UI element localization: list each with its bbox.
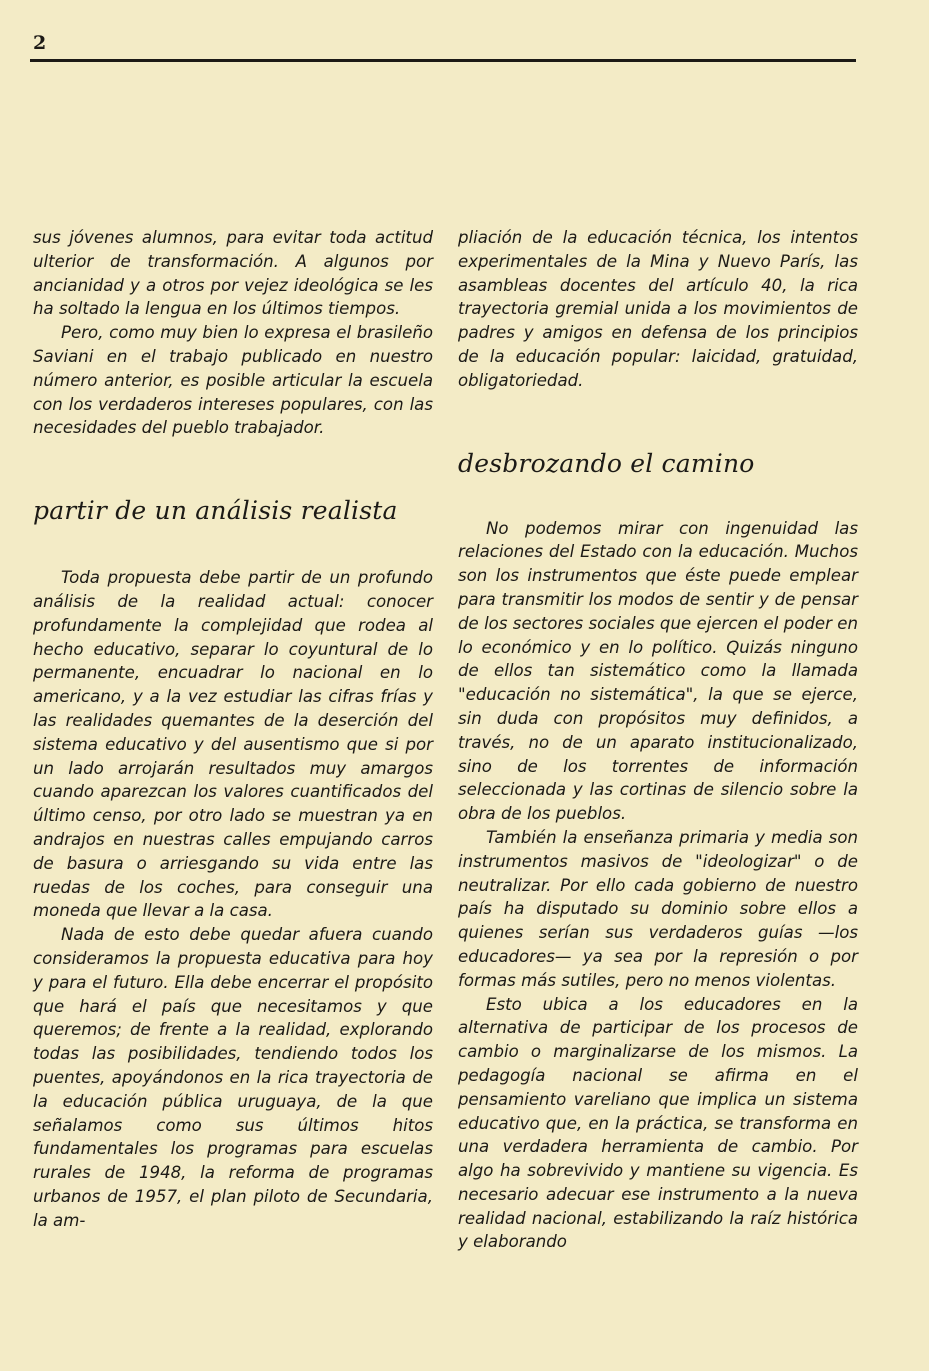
intro-paragraph: sus jóvenes alumnos, para evitar toda actitud ulterior de transformación. A algunos por ancianidad y a otros por vejez ideológica se les ha soltado la lengua en los últimos tiempos.: [33, 228, 433, 319]
paragraph-nada: Nada de esto debe quedar afuera cuando consideramos la propuesta educativa para hoy y para el futuro. Ella debe encerrar el propósito que hará el país que necesitamos y que queremos; de frente a la realidad, explorando todas las posibilidades, tendiendo todos los puentes, apoyándonos en la rica trayectoria de la educación pública uruguaya, de la que señalamos como sus últimos hitos fundamentales los programas para escuelas rurales de 1948, la reforma de programas urbanos de 1957, el plan piloto de Secundaria, la am-: [33, 925, 433, 1230]
right-column: [458, 226, 858, 1254]
paragraph-primaria: También la enseñanza primaria y media son instrumentos masivos de "ideologizar" o de neutralizar. Por ello cada gobierno de nuestro país ha disputado su dominio sobre ellos a quienes serían sus verdaderos guías —los educadores— ya sea por la represión o por formas más sutiles, pero no menos violentas.: [458, 827, 858, 990]
section-heading-camino: desbrozando el camino: [458, 448, 755, 478]
paragraph-propuesta: Toda propuesta debe partir de un profundo análisis de la realidad actual: conocer profundamente la complejidad que rodea al hecho educativo, separar lo coyuntural de lo permanente, encuadrar lo nacional en lo americano, y a la vez estudiar las cifras frías y las realidades quemantes de la deserción del sistema educativo y del ausentismo que si por un lado arrojarán resultados muy amargos cuando aparezcan los valores cuantificados del último censo, por otro lado se muestran ya en andrajos en nuestras calles empujando carros de basura o arriesgando su vida entre las ruedas de los coches, para conseguir una moneda que llevar a la casa.: [33, 568, 433, 921]
paragraph-ingenuidad: No podemos mirar con ingenuidad las relaciones del Estado con la educación. Muchos son los instrumentos que éste puede emplear para transmitir los modos de sentir y de pensar de los sectores sociales que ejercen el poder en lo económico y en lo político. Quizás ninguno de ellos tan sistemático como la llamada "educación no sistemática", la que se ejerce, sin duda con propósitos muy definidos, a través, no de un aparato institucionalizado, sino de los torrentes de información seleccionada y las cortinas de silencio sobre la obra de los pueblos.: [458, 518, 858, 824]
section-heading-analisis: partir de un análisis realista: [33, 496, 398, 526]
header-rule: [30, 59, 856, 62]
left-column: [33, 226, 433, 1232]
continuation-paragraph: pliación de la educación técnica, los intentos experimentales de la Mina y Nuevo París, las asambleas docentes del artículo 40, la rica trayectoria gremial unida a los movimientos de padres y amigos en defensa de los principios de la educación popular: laicidad, gratuidad, obligatoriedad.: [458, 228, 858, 390]
page-number: 2: [33, 32, 47, 54]
paragraph-ubica: Esto ubica a los educadores en la alternativa de participar de los procesos de cambio o marginalizarse de los mismos. La pedagogía nacional se afirma en el pensamiento vareliano que implica un sistema educativo que, en la práctica, se transforma en una verdadera herramienta de cambio. Por algo ha sobrevivido y mantiene su vigencia. Es necesario adecuar ese instrumento a la nueva realidad nacional, estabilizando la raíz histórica y elaborando: [458, 994, 858, 1252]
paragraph-saviani: Pero, como muy bien lo expresa el brasileño Saviani en el trabajo publicado en nuestro número anterior, es posible articular la escuela con los verdaderos intereses populares, con las necesidades del pueblo trabajador.: [33, 323, 433, 438]
